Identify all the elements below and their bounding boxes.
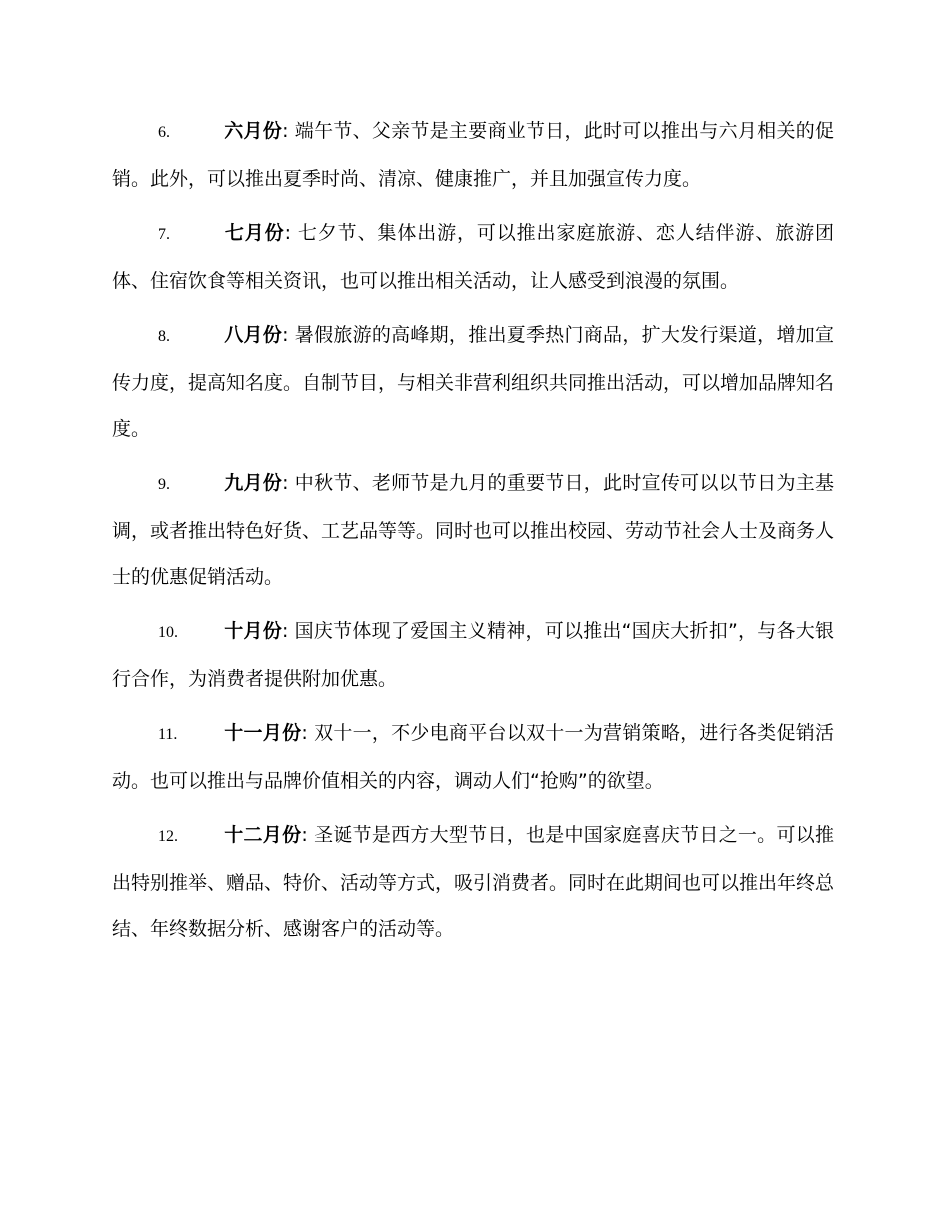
item-number: 12. xyxy=(158,828,178,845)
list-item-october xyxy=(112,608,834,702)
item-text: 七夕节、集体出游，可以推出家庭旅游、恋人结伴游、旅游团体、住宿饮食等相关资讯，也可以推出相关活动，让人感受到浪漫的氛围。 xyxy=(112,222,834,292)
item-text: 端午节、父亲节是主要商业节日，此时可以推出与六月相关的促销。此外，可以推出夏季时尚、清凉、健康推广，并且加强宣传力度。 xyxy=(112,120,834,190)
item-number: 7. xyxy=(158,226,170,243)
list-item-july xyxy=(112,210,834,304)
list-item-december xyxy=(112,812,834,952)
item-number: 8. xyxy=(158,328,170,345)
item-title: 十二月份 xyxy=(224,824,302,846)
item-title: 七月份 xyxy=(224,222,285,244)
item-separator: : xyxy=(301,722,308,744)
list-item-november xyxy=(112,710,834,804)
list-item-june xyxy=(112,108,834,202)
item-title: 九月份 xyxy=(224,472,283,494)
document-content xyxy=(112,108,834,960)
item-separator: : xyxy=(301,824,308,846)
item-text: 国庆节体现了爱国主义精神，可以推出“国庆大折扣”，与各大银行合作，为消费者提供附加优惠。 xyxy=(112,620,834,690)
item-separator: : xyxy=(281,620,289,642)
item-title: 十月份 xyxy=(224,620,282,642)
item-title: 十一月份 xyxy=(224,722,302,744)
item-separator: : xyxy=(284,222,291,244)
item-separator: : xyxy=(282,472,289,494)
item-text: 中秋节、老师节是九月的重要节日，此时宣传可以以节日为主基调，或者推出特色好货、工艺品等等。同时也可以推出校园、劳动节社会人士及商务人士的优惠促销活动。 xyxy=(112,472,835,588)
item-number: 6. xyxy=(158,124,170,141)
item-title: 六月份 xyxy=(224,120,283,142)
item-number: 9. xyxy=(158,476,170,493)
item-text: 双十一，不少电商平台以双十一为营销策略，进行各类促销活动。也可以推出与品牌价值相关的内容，调动人们“抢购”的欲望。 xyxy=(112,722,834,792)
item-text: 暑假旅游的高峰期，推出夏季热门商品，扩大发行渠道，增加宣传力度，提高知名度。自制节目，与相关非营利组织共同推出活动，可以增加品牌知名度。 xyxy=(112,324,835,440)
item-text: 圣诞节是西方大型节日，也是中国家庭喜庆节日之一。可以推出特别推举、赠品、特价、活动等方式，吸引消费者。同时在此期间也可以推出年终总结、年终数据分析、感谢客户的活动等。 xyxy=(112,824,835,940)
item-title: 八月份 xyxy=(224,324,283,346)
item-number: 10. xyxy=(158,624,178,641)
item-separator: : xyxy=(282,324,289,346)
list-item-september xyxy=(112,460,834,600)
list-item-august xyxy=(112,312,834,452)
item-separator: : xyxy=(282,120,289,142)
item-number: 11. xyxy=(158,726,178,743)
